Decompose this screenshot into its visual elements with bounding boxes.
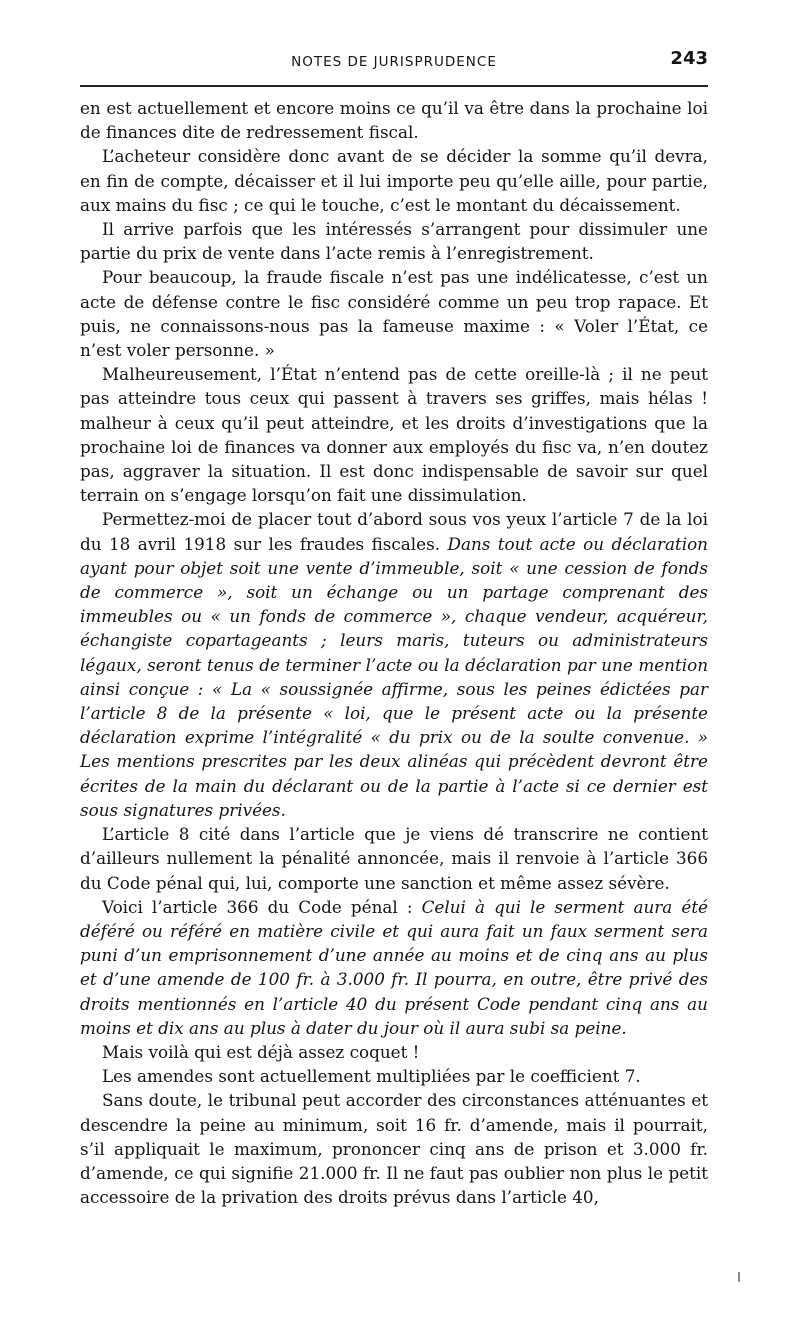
- page-number: 243: [670, 48, 708, 69]
- text-run: Sans doute, le tribunal peut accorder des circonstances atténuantes et descendre la peine au minimum, soit 16 fr. d’amende, mais il pourrait, s’il appliquait le maximum, prononcer cinq ans de prison et 3.000 fr. d’amende, ce qui signifie 21.000 fr. Il ne faut pas oublier non plus le petit accessoire de la privation des droits prévus dans l’article 40,: [80, 1090, 708, 1208]
- paragraph: [80, 217, 708, 265]
- paragraph: [80, 1064, 708, 1088]
- body-text: [80, 96, 708, 1209]
- paragraph: [80, 507, 708, 822]
- text-run: Malheureusement, l’État n’entend pas de cette oreille-là ; il ne peut pas atteindre tous ceux qui passent à travers ses griffes, mais hélas ! malheur à ceux qu’il peut atteindre, et les droits d’investigations que la prochaine loi de finances va donner aux employés du fisc va, n’en doutez pas, aggraver la situation. Il est donc indispensable de savoir sur quel terrain on s’engage lorsqu’on fait une dissimulation.: [80, 364, 708, 506]
- page-header: [80, 48, 708, 78]
- text-run: L’acheteur considère donc avant de se décider la somme qu’il devra, en fin de compte, décaisser et il lui importe peu qu’elle aille, pour partie, aux mains du fisc ; ce qui le touche, c’est le montant du décaissement.: [80, 146, 708, 215]
- paragraph: [80, 1088, 708, 1209]
- text-run: Voici l’article 366 du Code pénal :: [102, 896, 422, 917]
- text-run: Mais voilà qui est déjà assez coquet !: [102, 1041, 420, 1062]
- italic-text-run: Celui à qui le serment aura été déféré ou référé en matière civile et qui aura fait un faux serment sera puni d’un emprisonnement d’une année au moins et de cinq ans au plus et d’une amende de 100 fr. à 3.000 fr. Il pourra, en outre, être privé des droits mentionnés en l’article 40 du présent Code pendant cinq ans au moins et dix ans au plus à dater du jour où il aura subi sa peine.: [80, 896, 708, 1038]
- paragraph: [80, 1040, 708, 1064]
- header-rule: [80, 85, 708, 87]
- paragraph: [80, 362, 708, 507]
- margin-mark: [738, 1272, 740, 1282]
- paragraph: [80, 96, 708, 144]
- text-run: Permettez-moi de placer tout d’abord sous vos yeux l’article 7 de la loi du 18 avril 1918 sur les fraudes fiscales.: [80, 509, 708, 554]
- paragraph: [80, 265, 708, 362]
- text-run: Les amendes sont actuellement multipliées par le coefficient 7.: [102, 1066, 641, 1087]
- text-run: L’article 8 cité dans l’article que je viens dé transcrire ne contient d’ailleurs nullement la pénalité annoncée, mais il renvoie à l’article 366 du Code pénal qui, lui, comporte une sanction et même assez sévère.: [80, 824, 708, 893]
- running-head: NOTES DE JURISPRUDENCE: [291, 54, 497, 70]
- text-run: Pour beaucoup, la fraude fiscale n’est pas une indélicatesse, c’est un acte de défense contre le fisc considéré comme un peu trop rapace. Et puis, ne connaissons-nous pas la fameuse maxime : « Voler l’État, ce n’est voler personne. »: [80, 267, 708, 361]
- text-run: Il arrive parfois que les intéressés s’arrangent pour dissimuler une partie du prix de vente dans l’acte remis à l’enregistrement.: [80, 219, 708, 264]
- italic-text-run: Dans tout acte ou déclaration ayant pour objet soit une vente d’immeuble, soit « une cession de fonds de commerce », soit un échange ou un partage comprenant des immeubles ou « un fonds de commerce », chaque vendeur, acquéreur, échangiste copartageants ; leurs maris, tuteurs ou administrateurs légaux, seront tenus de terminer l’acte ou la déclaration par une mention ainsi conçue : « La « soussignée affirme, sous les peines édictées par l’article 8 de la présente « loi, que le présent acte ou la présente déclaration exprime l’intégralité « du prix ou de la soulte convenue. » Les mentions prescrites par les deux alinéas qui précèdent devront être écrites de la main du déclarant ou de la partie à l’acte si ce dernier est sous signatures privées.: [80, 533, 708, 820]
- paragraph: [80, 895, 708, 1040]
- text-run: en est actuellement et encore moins ce qu’il va être dans la prochaine loi de finances dite de redressement fiscal.: [80, 98, 708, 143]
- paragraph: [80, 822, 708, 895]
- paragraph: [80, 144, 708, 217]
